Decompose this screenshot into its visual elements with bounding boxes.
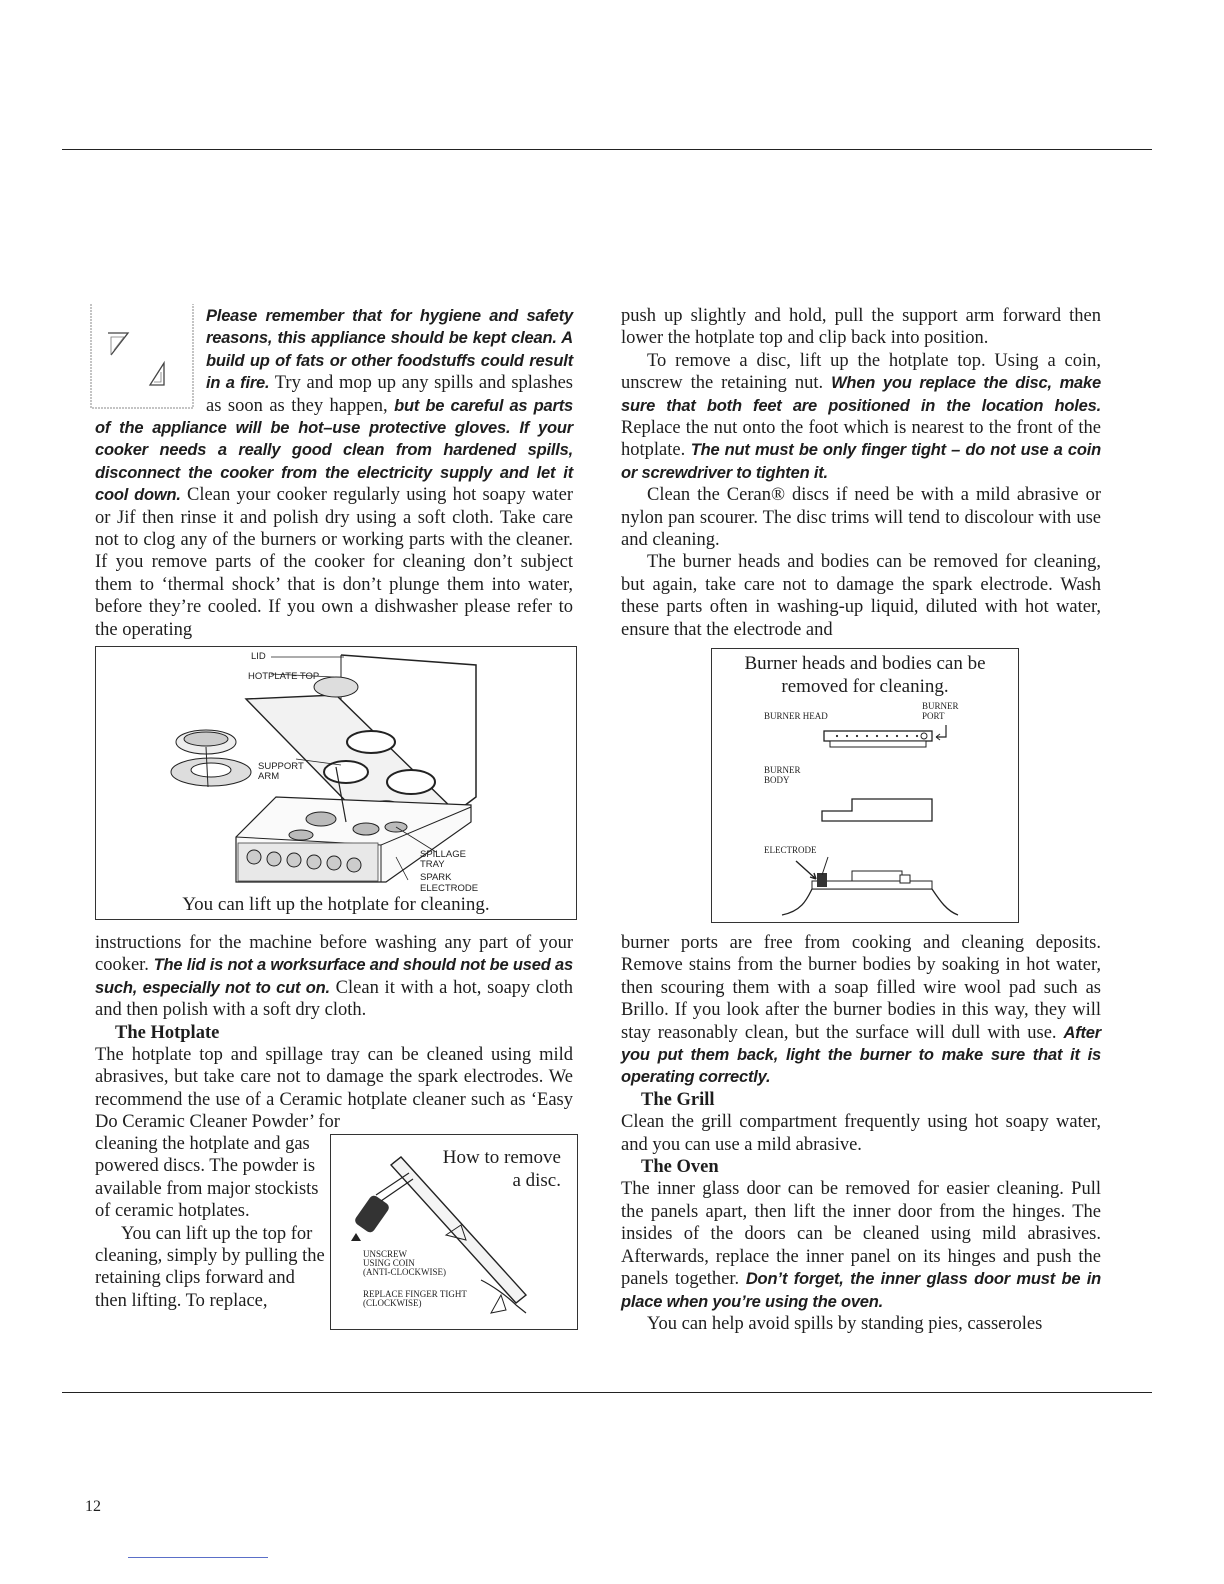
disc-caption-2: a disc. — [512, 1170, 561, 1191]
lid-warning-text: The lid is not a worksurface and should not be used as such, especially not to cut on. — [95, 956, 573, 997]
page-number: 12 — [85, 1498, 101, 1515]
avoid-spills-paragraph: You can help avoid spills by standing pies, casseroles — [647, 1313, 1043, 1334]
grill-heading: The Grill — [641, 1089, 715, 1110]
hotplate-heading: The Hotplate — [115, 1022, 220, 1043]
push-up-paragraph: push up slightly and hold, pull the support arm forward then lower the hotplate top and clip back into position. — [621, 306, 1101, 349]
hot-parts-warning-text: but be careful as parts of the appliance will be hot–use protective gloves. If your cooker needs a really good clean from hardened spills, disconnect the cooker from the electricity supply and let it cool down. — [95, 396, 573, 505]
label-hotplate-top: HOTPLATE TOP — [248, 671, 320, 682]
hygiene-warning-text: Please remember that for hygiene and safety reasons, this appliance should be kept clean. A build up of fats or other foodstuffs could result in a fire. — [206, 307, 573, 393]
powder-paragraph: cleaning the hotplate and gas powered discs. The powder is available from major stockists of ceramic hotplates. — [95, 1134, 319, 1222]
light-burner-text: After you put them back, light the burner to make sure that it is operating correctly. — [621, 1023, 1101, 1087]
label-spark: SPARK — [420, 872, 452, 883]
lid-clean-text: Clean it with a hot, soapy cloth and then polish with a soft dry cloth. — [95, 977, 573, 1021]
label-burner-port-2: PORT — [922, 711, 945, 721]
label-using-coin: USING COIN — [363, 1258, 415, 1268]
lift-top-paragraph: You can lift up the top for cleaning, simply by pulling the retaining clips forward and then lifting. To replace, — [95, 1223, 325, 1311]
label-electrode: ELECTRODE — [764, 845, 817, 855]
burner-caption-1: Burner heads and bodies can be — [744, 653, 986, 674]
dishwasher-text: instructions for the machine before washing any part of your cooker. — [95, 933, 573, 976]
hotplate-figure — [95, 646, 577, 920]
clean-regularly-text: Clean your cooker regularly using hot soapy water or Jif then rinse it and polish dry using a soft cloth. Take care not to clog any of the burners or working parts with the cleaner. If you remove parts of the cooker for cleaning don’t subject them to ‘thermal shock’ that is don’t plunge them into water, before they’re cooled. If you own a dishwasher please refer to the operating — [95, 485, 573, 640]
bottom-underline — [128, 1557, 268, 1558]
oven-paragraph — [621, 1178, 1101, 1312]
label-spillage: SPILLAGE — [420, 849, 466, 860]
right-column-lower — [621, 932, 1101, 1335]
label-burner-body-1: BURNER — [764, 765, 801, 775]
label-burner-port-1: BURNER — [922, 701, 959, 711]
burner-ports-paragraph — [621, 932, 1101, 1089]
label-unscrew: UNSCREW — [363, 1249, 408, 1259]
label-replace-finger-tight: REPLACE FINGER TIGHT — [363, 1289, 467, 1299]
label-electrode: ELECTRODE — [420, 883, 479, 894]
hotplate-paragraph: The hotplate top and spillage tray can be cleaned using mild abrasives, but take care not to damage the spark electrodes. We recommend the use of a Ceramic hotplate cleaner such as ‘Easy Do Ceramic Cleaner Powder’ for — [95, 1045, 573, 1133]
label-anti-clockwise: (ANTI-CLOCKWISE) — [363, 1267, 446, 1277]
feet-position-text: When you replace the disc, make sure that both feet are positioned in the location holes. — [621, 374, 1101, 415]
burner-ports-text: burner ports are free from cooking and cleaning deposits. Remove stains from the burner bodies by soaking in hot water, then scouring them with a soap filled wire wool pad such as Brillo. If you look after the burner bodies in this way, they will stay reasonably clean, but the surface will dull with use. — [621, 933, 1101, 1043]
replace-nut-text: Replace the nut onto the foot which is nearest to the front of the hotplate. — [621, 418, 1101, 461]
label-tray: TRAY — [420, 859, 445, 870]
label-lid: LID — [251, 651, 266, 662]
label-support: SUPPORT — [258, 761, 304, 772]
left-column-lower — [95, 932, 573, 1134]
burner-figure — [711, 648, 1019, 923]
ceran-paragraph: Clean the Ceran® discs if need be with a mild abrasive or nylon pan scourer. The disc trims will tend to discolour with use and cleaning. — [621, 485, 1101, 551]
mop-spills-text: Try and mop up any spills and splashes as soon as they happen, — [206, 373, 573, 416]
right-column-upper — [621, 305, 1101, 641]
cooker-illustration — [96, 647, 576, 897]
label-burner-head: BURNER HEAD — [764, 711, 828, 721]
label-arm: ARM — [258, 771, 280, 782]
remove-disc-paragraph — [621, 350, 1101, 484]
icon-spacer — [95, 305, 206, 411]
inner-glass-door-text: Don’t forget, the inner glass door must be in place when you’re using the oven. — [621, 1270, 1102, 1311]
oven-heading: The Oven — [641, 1157, 719, 1178]
disc-illustration — [331, 1135, 577, 1329]
top-rule — [62, 149, 1152, 150]
disc-figure — [330, 1134, 578, 1330]
hotplate-figure-caption: You can lift up the hotplate for cleaning. — [182, 894, 490, 915]
left-column-upper — [95, 305, 573, 641]
remove-disc-text: To remove a disc, lift up the hotplate top. Using a coin, unscrew the retaining nut. — [621, 350, 1101, 394]
left-upper-paragraph — [95, 305, 573, 641]
burner-heads-paragraph: The burner heads and bodies can be removed for cleaning, but again, take care not to damage the spark electrode. Wash these parts often in washing-up liquid, diluted with hot water, ensure that the electrode and — [621, 552, 1101, 640]
grill-paragraph: Clean the grill compartment frequently using hot soapy water, and you can use a mild abrasive. — [621, 1112, 1101, 1155]
finger-tight-text: The nut must be only finger tight – do not use a coin or screwdriver to tighten it. — [621, 441, 1102, 482]
dishwasher-paragraph — [95, 932, 573, 1022]
left-column-bottom — [95, 1133, 327, 1312]
bottom-rule — [62, 1392, 1152, 1393]
burner-caption-2: removed for cleaning. — [781, 676, 949, 697]
disc-caption-1: How to remove — [442, 1147, 561, 1168]
label-burner-body-2: BODY — [764, 775, 790, 785]
burner-illustration — [712, 649, 1018, 922]
label-clockwise: (CLOCKWISE) — [363, 1298, 422, 1308]
oven-text: The inner glass door can be removed for easier cleaning. Pull the panels apart, then lift the inner door from the hinges. The insides of the doors can be cleaned using mild abrasives. Afterwards, replace the inner panel on its hinges and push the panels together. — [621, 1179, 1101, 1290]
